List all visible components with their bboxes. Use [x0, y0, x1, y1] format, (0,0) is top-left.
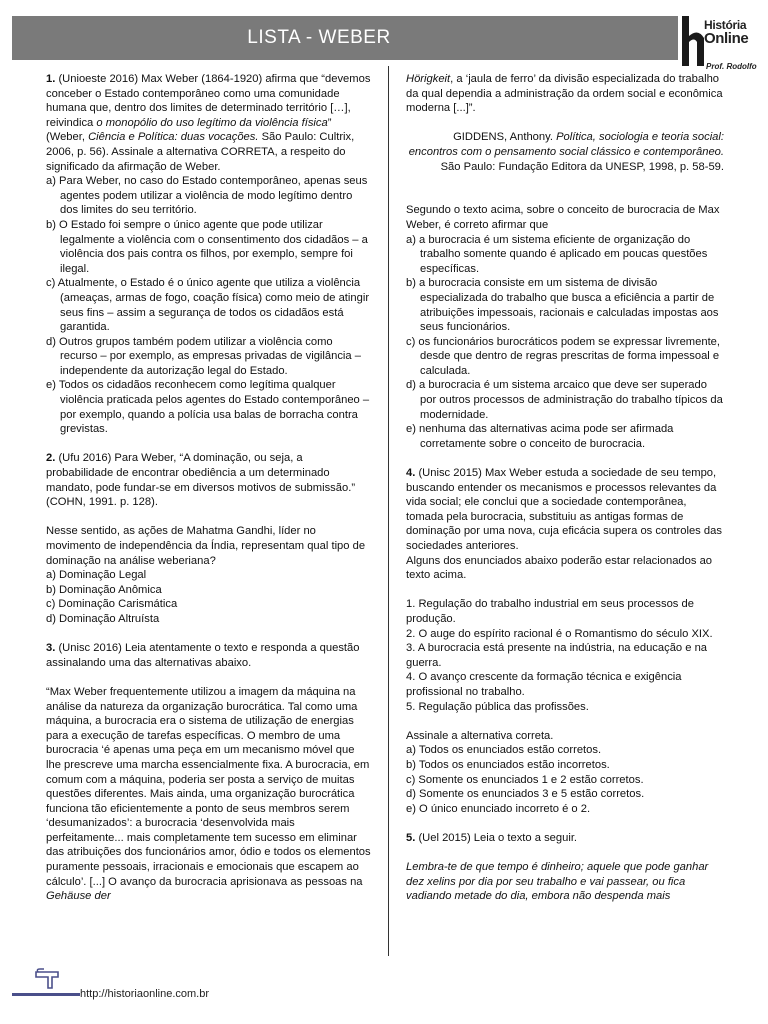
q4-statement-1: 1. Regulação do trabalho industrial em seus processos de produção.: [406, 598, 694, 625]
q3-option-b: b) a burocracia consiste em um sistema de divisão especializada do trabalho que busca a eficiência a partir de atribuições impessoais, racionais e calculadas impostas aos seus funcionários.: [406, 277, 719, 334]
q3-option-a: a) a burocracia é um sistema eficiente de organização do trabalho somente quando é aplicado em poucas questões específicas.: [406, 233, 708, 275]
footer-website-link[interactable]: http://historiaonline.com.br: [80, 988, 210, 1000]
question-3-stem: 3. (Unisc 2016) Leia atentamente o texto e responda a questão assinalando uma das alternativas abaixo.: [46, 642, 360, 669]
footer-line: [12, 993, 80, 996]
q4-option-b: b) Todos os enunciados estão incorretos.: [406, 758, 610, 771]
q1-option-e: e) Todos os cidadãos reconhecem como legítima qualquer violência praticada pelos agentes do Estado contemporâneo – por exemplo, quando a polícia usa balas de borracha contra grevistas.: [46, 379, 370, 436]
q1-option-b: b) O Estado foi sempre o único agente que pode utilizar legalmente a violência com o consentimento dos cidadãos – a violência dos pais contra os filhos, por exemplo, sempre foi ilegal.: [46, 218, 368, 275]
question-4-intro: Alguns dos enunciados abaixo poderão estar relacionados ao texto acima.: [406, 554, 713, 582]
hammer-icon: [34, 968, 68, 990]
question-4-stem: 4. (Unisc 2015) Max Weber estuda a sociedade de seu tempo, buscando entender os mecanismos e processos relevantes da vida social; ele conclui que a sociedade contemporânea, tomada pela burocracia, substituiu as antigas formas de dominação por uma nova, cuja eficácia supera os controles das sociedades anteriores.: [406, 467, 722, 552]
q4-option-d: d) Somente os enunciados 3 e 5 estão corretos.: [406, 788, 645, 801]
column-divider: [388, 66, 389, 956]
right-column: [406, 72, 724, 904]
q4-option-e: e) O único enunciado incorreto é o 2.: [406, 802, 591, 815]
q4-option-c: c) Somente os enunciados 1 e 2 estão corretos.: [406, 773, 644, 786]
q4-statement-4: 4. O avanço crescente da formação técnica e exigência profissional no trabalho.: [406, 671, 682, 698]
question-3-prompt: Segundo o texto acima, sobre o conceito de burocracia de Max Weber, é correto afirmar que: [406, 204, 720, 231]
q2-option-a: a) Dominação Legal: [46, 569, 147, 582]
historia-online-logo: [680, 10, 762, 74]
question-3-quote-continued: Hörigkeit, a ‘jaula de ferro’ da divisão especializada do trabalho da qual dependia a administração da ordem social e econômica moderna [...]”.: [406, 73, 723, 115]
q2-option-c: c) Dominação Carismática: [46, 598, 178, 611]
q1-option-a: a) Para Weber, no caso do Estado contemporâneo, apenas seus agentes podem utilizar a violência de modo legítimo dentro dos limites do seu território.: [46, 175, 368, 217]
q1-option-d: d) Outros grupos também podem utilizar a violência como recurso – por exemplo, as empresas privadas de vigilância – independente da autorização legal do Estado.: [46, 335, 361, 377]
question-1-stem: 1. (Unioeste 2016) Max Weber (1864-1920) afirma que “devemos conceber o Estado contemporâneo como uma comunidade humana que, dentro dos limites de determinado território […], reivindica o monopólio do uso legítimo da violência física” (Weber, Ciência e Política: duas vocações. São Paulo: Cultrix, 2006, p. 56). Assinale a alternativa CORRETA, a respeito do significado da afirmação de Weber.: [46, 73, 371, 173]
logo-text-historia: História: [704, 18, 747, 32]
q2-option-d: d) Dominação Altruísta: [46, 612, 160, 625]
question-3-reference: GIDDENS, Anthony. Política, sociologia e teoria social: encontros com o pensamento social clássico e contemporâneo. São Paulo: Fundação Editora da UNESP, 1998, p. 58-59.: [408, 131, 724, 173]
q4-statement-3: 3. A burocracia está presente na indústria, na educação e na guerra.: [406, 642, 708, 669]
q2-option-b: b) Dominação Anômica: [46, 583, 162, 596]
q4-statement-5: 5. Regulação pública das profissões.: [406, 700, 589, 713]
author-label: Prof. Rodolfo: [706, 62, 757, 71]
question-5-quote: Lembra-te de que tempo é dinheiro; aquele que pode ganhar dez xelins por dia por seu trabalho e vai passear, ou fica vadiando metade do dia, embora não despenda mais: [406, 861, 709, 903]
question-3-quote: “Max Weber frequentemente utilizou a imagem da máquina na análise da natureza da organização burocrática. Tal como uma máquina, a burocracia era o sistema de utilização de energias para a execução de tarefas específicas. O membro de uma burocracia ‘é apenas uma peça em um mecanismo móvel que lhe prescreve uma marcha essencialmente fixa. A burocracia, em comum com a máquina, poderia ser posta a serviço de muitas questões diferentes. Mais ainda, uma organização burocrática funciona tão eficientemente a ponto de seus membros serem ‘desumanizados’: a burocracia ‘desenvolvida mais perfeitamente... mais completamente tem sucesso em eliminar das atribuições dos funcionários amor, ódio e todos os elementos puramente pessoais, irracionais e emocionais que escapem ao cálculo’. [...] O avanço da burocracia aprisionava as pessoas na Gehäuse der: [46, 685, 371, 903]
page-title: LISTA - WEBER: [247, 27, 391, 48]
question-2-stem: 2. (Ufu 2016) Para Weber, “A dominação, ou seja, a probabilidade de encontrar obediência a um determinado mandato, pode fundar-se em diversos motivos de submissão.” (COHN, 1991. p. 128).: [46, 452, 356, 509]
q4-statement-2: 2. O auge do espírito racional é o Romantismo do século XIX.: [406, 627, 713, 640]
left-column: [46, 72, 372, 904]
question-4-prompt: Assinale a alternativa correta.: [406, 729, 554, 742]
question-5-stem: 5. (Uel 2015) Leia o texto a seguir.: [406, 831, 578, 844]
q4-option-a: a) Todos os enunciados estão corretos.: [406, 744, 602, 757]
question-2-prompt: Nesse sentido, as ações de Mahatma Gandhi, líder no movimento de independência da Índia, representam qual tipo de dominação na análise weberiana?: [46, 525, 366, 567]
q3-option-d: d) a burocracia é um sistema arcaico que deve ser superado por outros processos de administração do trabalho típicos da modernidade.: [406, 379, 723, 421]
q3-option-c: c) os funcionários burocráticos podem se expressar livremente, desde que dentro de regras prescritas de forma impessoal e calculada.: [406, 335, 721, 377]
q3-option-e: e) nenhuma das alternativas acima pode ser afirmada corretamente sobre o conceito de burocracia.: [406, 423, 674, 450]
q1-option-c: c) Atualmente, o Estado é o único agente que utiliza a violência (ameaças, armas de fogo, coação física) como meio de atingir seus fins – assim a segurança de todos os cidadãos está garantida.: [46, 277, 370, 334]
logo-text-online: Online: [704, 30, 749, 47]
